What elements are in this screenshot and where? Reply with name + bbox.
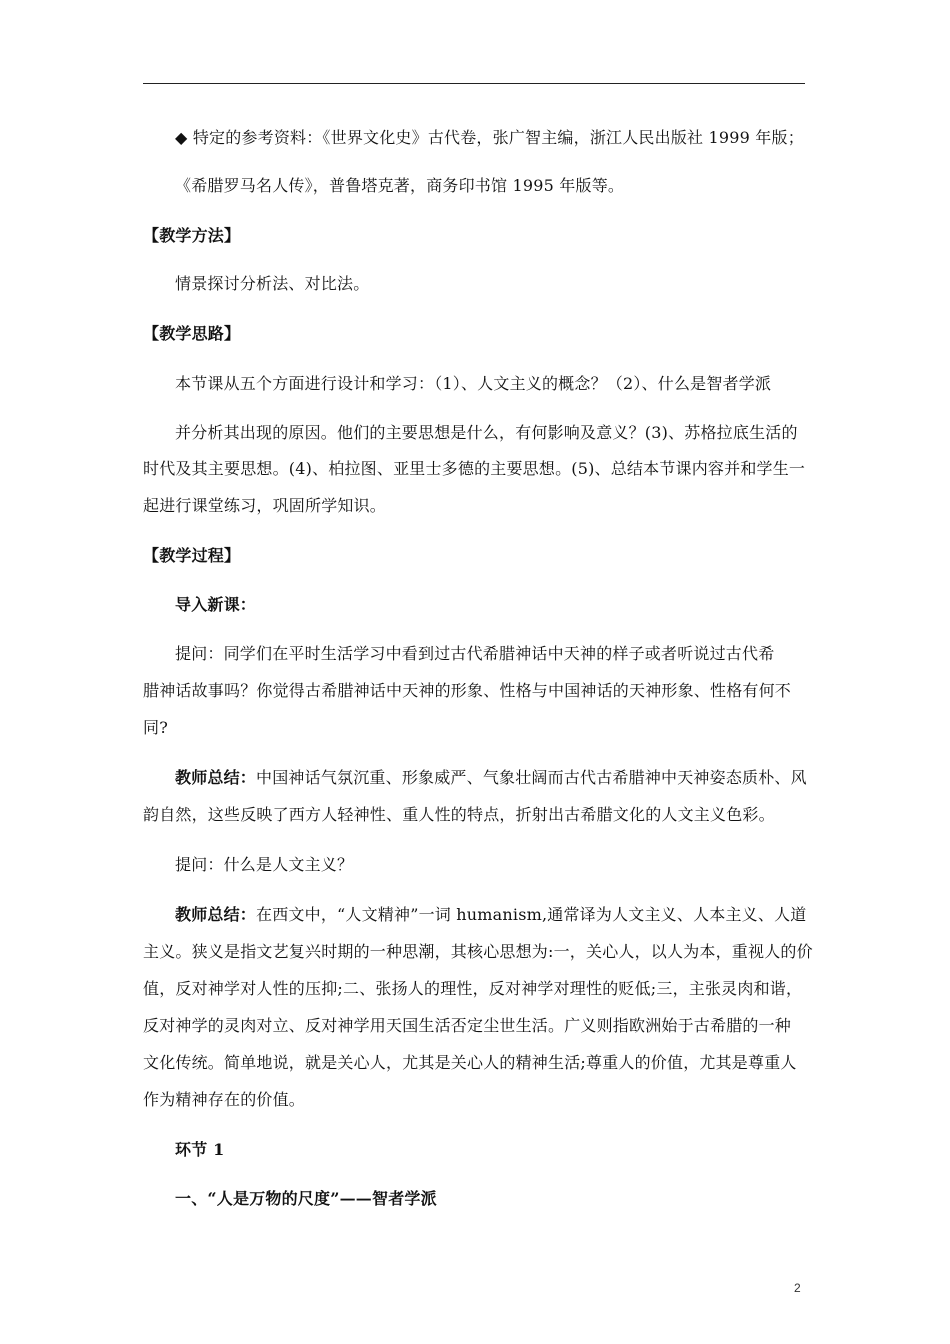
header-rule [143, 83, 805, 84]
summary2-text: 在西文中，“人文精神”一词 humanism,通常译为人文主义、人本主义、人道 [256, 905, 807, 924]
summary2-label: 教师总结： [175, 905, 257, 924]
reference-line-1 [175, 128, 807, 148]
question1-line: 同? [143, 718, 168, 737]
approach-heading: 【教学思路】 [143, 324, 241, 343]
summary1-line [175, 768, 807, 788]
approach-line: 时代及其主要思想。(4)、柏拉图、亚里士多德的主要思想。(5)、总结本节课内容并和学生一 [143, 459, 806, 478]
method-heading: 【教学方法】 [143, 226, 241, 245]
summary1-line: 韵自然，这些反映了西方人轻神性、重人性的特点，折射出古希腊文化的人文主义色彩。 [143, 805, 775, 824]
summary2-line: 主义。狭义是指文艺复兴时期的一种思潮，其核心思想为:一，关心人，以人为本，重视人的价 [143, 942, 813, 961]
approach-line: 本节课从五个方面进行设计和学习：（1）、人文主义的概念？（2）、什么是智者学派 [175, 374, 772, 393]
summary1-text: 中国神话气氛沉重、形象威严、气象壮阔而古代古希腊神中天神姿态质朴、风 [256, 768, 807, 787]
section-title: 一、“人是万物的尺度”——智者学派 [175, 1189, 437, 1208]
process-heading: 【教学过程】 [143, 546, 241, 565]
summary2-line [175, 905, 807, 925]
question1-line: 提问：同学们在平时生活学习中看到过古代希腊神话中天神的样子或者听说过古代希 [175, 644, 775, 663]
summary2-line: 作为精神存在的价值。 [143, 1090, 306, 1109]
approach-line: 起进行课堂练习，巩固所学知识。 [143, 496, 387, 515]
summary2-line: 反对神学的灵肉对立、反对神学用天国生活否定尘世生活。广义则指欧洲始于古希腊的一种 [143, 1016, 792, 1035]
page-number: 2 [794, 1281, 801, 1295]
reference-text-1: 特定的参考资料：《世界文化史》古代卷，张广智主编，浙江人民出版社 1999 年版； [192, 128, 804, 147]
summary2-line: 值，反对神学对人性的压抑;二、张扬人的理性，反对神学对理性的贬低;三，主张灵肉和谐， [143, 979, 803, 998]
method-text: 情景探讨分析法、对比法。 [175, 274, 370, 293]
summary1-label: 教师总结： [175, 768, 257, 787]
bullet-icon: ◆ [175, 128, 188, 147]
reference-line-2: 《希腊罗马名人传》，普鲁塔克著，商务印书馆 1995 年版等。 [175, 176, 625, 195]
summary2-line: 文化传统。简单地说，就是关心人，尤其是关心人的精神生活;尊重人的价值，尤其是尊重人 [143, 1053, 797, 1072]
intro-label: 导入新课： [175, 595, 257, 614]
section-label: 环节 1 [175, 1140, 225, 1159]
approach-line: 并分析其出现的原因。他们的主要思想是什么，有何影响及意义？(3)、苏格拉底生活的 [175, 423, 798, 442]
question1-line: 腊神话故事吗？你觉得古希腊神话中天神的形象、性格与中国神话的天神形象、性格有何不 [143, 681, 792, 700]
question2: 提问：什么是人文主义？ [175, 855, 354, 874]
